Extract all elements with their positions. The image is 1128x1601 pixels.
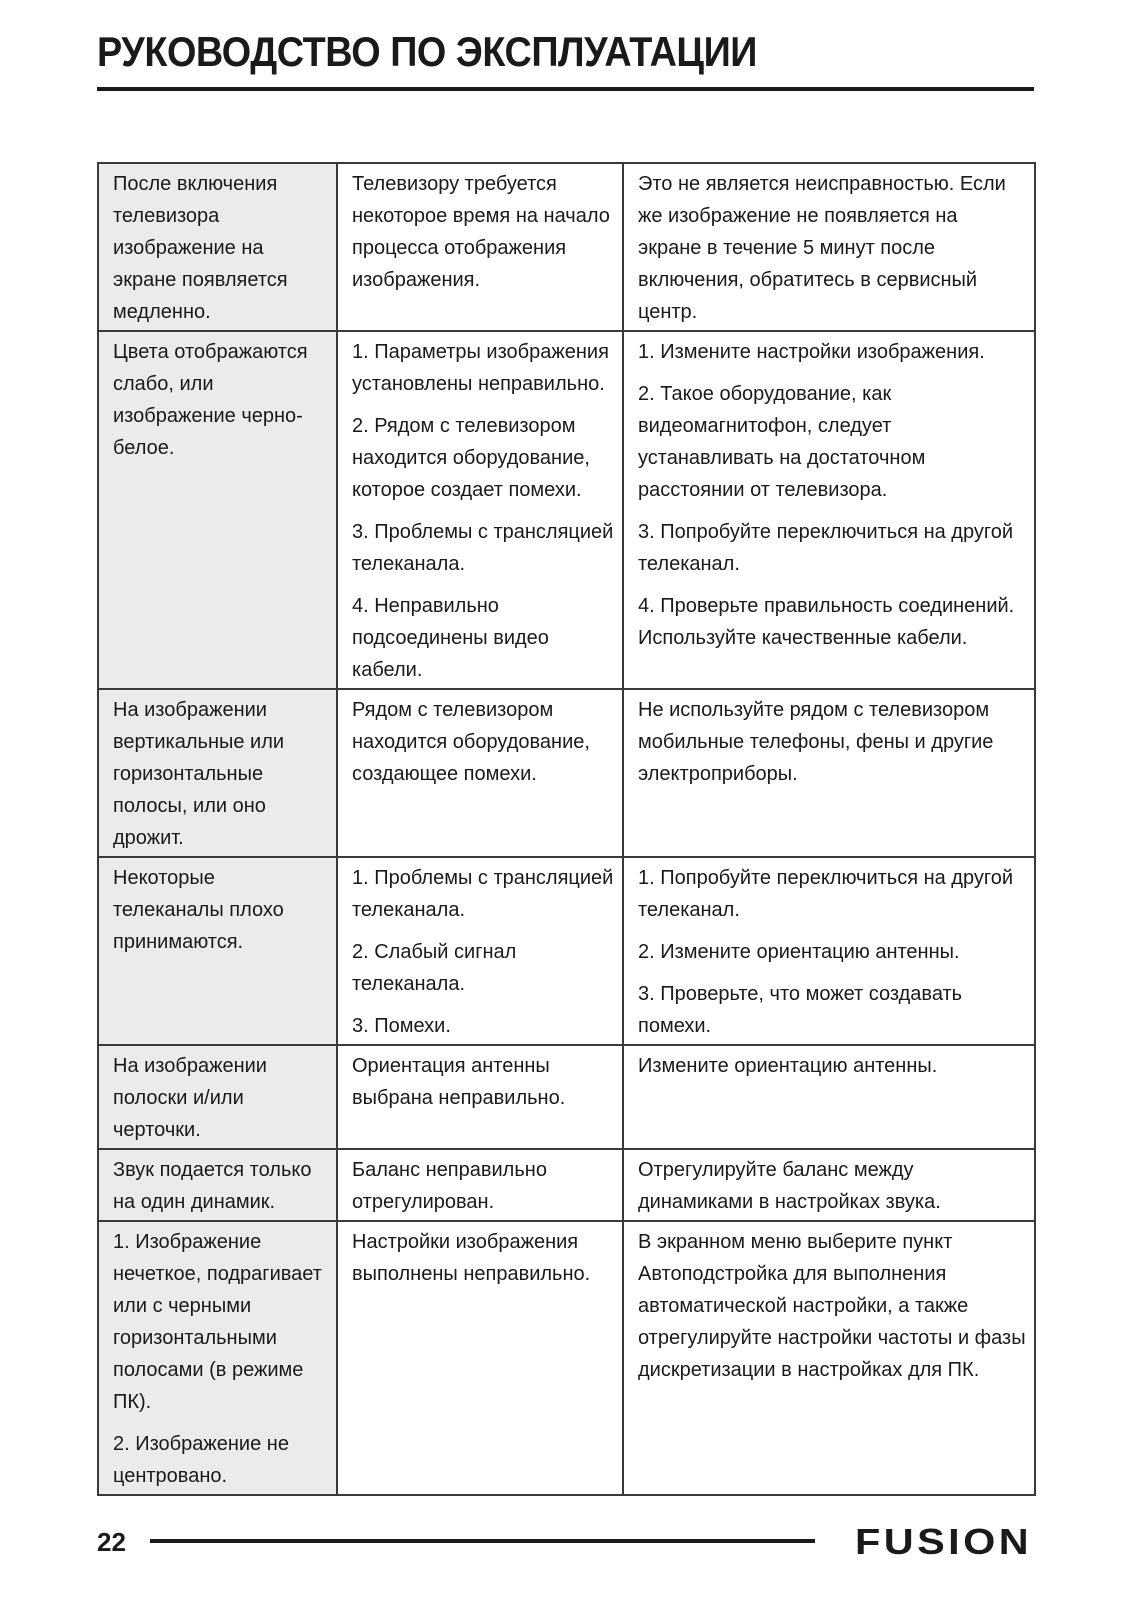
footer-divider <box>150 1539 815 1543</box>
problem-cell <box>98 689 337 857</box>
cause-text: 4. Неправильно подсоединены видео кабели. <box>352 595 549 681</box>
cause-text: Телевизору требуется некоторое время на начало процесса отображения изображения. <box>352 173 610 291</box>
solution-text: 3. Проверьте, что может создавать помехи. <box>638 983 963 1037</box>
table-row <box>98 689 1035 857</box>
cause-text: 3. Помехи. <box>352 1015 451 1037</box>
table-row <box>98 1221 1035 1495</box>
solution-text: 3. Попробуйте переключиться на другой телеканал. <box>638 521 1014 575</box>
problem-text: После включения телевизора изображение на экране появляется медленно. <box>113 173 288 323</box>
problem-cell <box>98 1221 337 1495</box>
problem-text: 2. Изображение не центровано. <box>113 1433 289 1487</box>
solution-text: Не используйте рядом с телевизором мобильные телефоны, фены и другие электроприборы. <box>638 699 994 785</box>
cause-text: Рядом с телевизором находится оборудование, создающее помехи. <box>352 699 590 785</box>
table-row <box>98 1149 1035 1221</box>
cause-text: 3. Проблемы с трансляцией телеканала. <box>352 521 614 575</box>
solution-cell <box>623 1221 1035 1495</box>
table-row <box>98 857 1035 1045</box>
solution-cell <box>623 163 1035 331</box>
troubleshooting-table-body <box>98 163 1035 1495</box>
solution-cell <box>623 857 1035 1045</box>
page-title: РУКОВОДСТВО ПО ЭКСПЛУАТАЦИИ <box>97 28 758 75</box>
cause-cell <box>337 1221 623 1495</box>
cause-cell <box>337 1149 623 1221</box>
table-row <box>98 163 1035 331</box>
problem-cell <box>98 1149 337 1221</box>
solution-text: Это не является неисправностью. Если же изображение не появляется на экране в течение 5 минут после включения, обратитесь в сервисный центр. <box>638 173 1006 323</box>
title-divider <box>97 87 1034 91</box>
solution-cell <box>623 331 1035 689</box>
cause-text: Настройки изображения выполнены неправильно. <box>352 1231 591 1285</box>
cause-text: 2. Рядом с телевизором находится оборудование, которое создает помехи. <box>352 415 590 501</box>
table-row <box>98 1045 1035 1149</box>
solution-text: 4. Проверьте правильность соединений. Используйте качественные кабели. <box>638 595 1015 649</box>
problem-cell <box>98 857 337 1045</box>
cause-text: 2. Слабый сигнал телеканала. <box>352 941 517 995</box>
cause-text: 1. Проблемы с трансляцией телеканала. <box>352 867 614 921</box>
problem-text: Некоторые телеканалы плохо принимаются. <box>113 867 284 953</box>
brand-logo: FUSION <box>855 1521 1033 1562</box>
solution-text: Отрегулируйте баланс между динамиками в настройках звука. <box>638 1159 941 1213</box>
problem-text: На изображении полоски и/или черточки. <box>113 1055 267 1141</box>
solution-cell <box>623 689 1035 857</box>
solution-text: Измените ориентацию антенны. <box>638 1055 938 1077</box>
cause-cell <box>337 857 623 1045</box>
solution-text: 1. Попробуйте переключиться на другой телеканал. <box>638 867 1014 921</box>
problem-cell <box>98 163 337 331</box>
solution-text: 1. Измените настройки изображения. <box>638 341 985 363</box>
table-row <box>98 331 1035 689</box>
problem-text: На изображении вертикальные или горизонтальные полосы, или оно дрожит. <box>113 699 285 849</box>
problem-text: Цвета отображаются слабо, или изображение черно-белое. <box>113 341 308 459</box>
solution-text: В экранном меню выберите пункт Автоподстройка для выполнения автоматической настройки, а также отрегулируйте настройки частоты и фазы дискретизации в настройках для ПК. <box>638 1231 1026 1381</box>
cause-text: Ориентация антенны выбрана неправильно. <box>352 1055 566 1109</box>
cause-text: 1. Параметры изображения установлены неправильно. <box>352 341 609 395</box>
problem-cell <box>98 331 337 689</box>
problem-text: Звук подается только на один динамик. <box>113 1159 312 1213</box>
cause-cell <box>337 689 623 857</box>
cause-text: Баланс неправильно отрегулирован. <box>352 1159 547 1213</box>
cause-cell <box>337 163 623 331</box>
troubleshooting-table <box>97 162 1036 1496</box>
solution-cell <box>623 1045 1035 1149</box>
solution-text: 2. Измените ориентацию антенны. <box>638 941 960 963</box>
solution-text: 2. Такое оборудование, как видеомагнитофон, следует устанавливать на достаточном расстоянии от телевизора. <box>638 383 926 501</box>
problem-cell <box>98 1045 337 1149</box>
cause-cell <box>337 1045 623 1149</box>
page-number: 22 <box>97 1527 126 1557</box>
problem-text: 1. Изображение нечеткое, подрагивает или с черными горизонтальными полосами (в режиме ПК). <box>113 1231 322 1413</box>
cause-cell <box>337 331 623 689</box>
solution-cell <box>623 1149 1035 1221</box>
